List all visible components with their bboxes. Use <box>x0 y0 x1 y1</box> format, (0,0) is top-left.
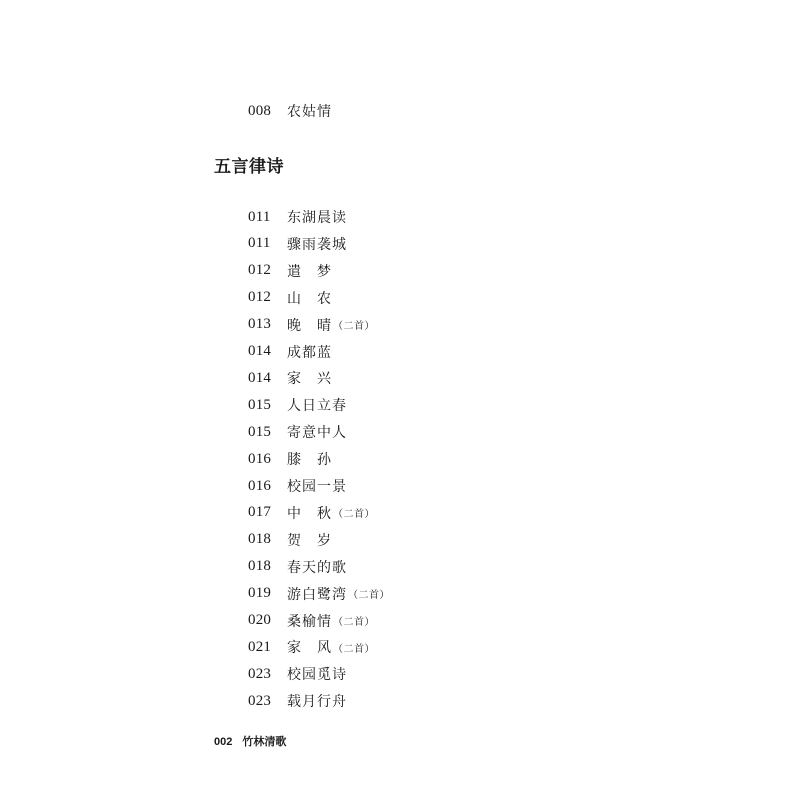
toc-entry-top <box>248 99 332 123</box>
toc-entry-number: 019 <box>248 585 272 602</box>
toc-entry-title: 游白鹭湾 <box>287 586 347 603</box>
toc-entry-number: 014 <box>248 369 272 386</box>
toc-entry-title: 中 秋 <box>287 505 332 522</box>
toc-entry <box>248 662 347 686</box>
toc-entry-number: 012 <box>248 289 272 306</box>
toc-entry-number: 016 <box>248 477 272 494</box>
toc-entry-note: （二首） <box>333 617 375 628</box>
toc-entry-title: 农姑情 <box>287 104 332 120</box>
toc-entry-title: 遣 梦 <box>287 263 332 280</box>
toc-entry-number: 008 <box>248 102 272 119</box>
toc-entry <box>248 205 347 229</box>
section-heading: 五言律诗 <box>214 157 284 177</box>
toc-entry-title: 骤雨袭城 <box>287 236 347 253</box>
toc-entry-title: 寄意中人 <box>287 425 347 442</box>
toc-entry-title: 成都蓝 <box>287 344 332 361</box>
toc-entry-number: 021 <box>248 638 272 655</box>
toc-entry-title: 东湖晨读 <box>287 210 347 226</box>
toc-entry <box>248 609 375 633</box>
toc-entry-number: 016 <box>248 450 272 467</box>
toc-entry-title: 晚 晴 <box>287 317 332 334</box>
toc-entry-number: 011 <box>248 208 271 225</box>
toc-entry <box>248 447 332 471</box>
toc-entry-number: 018 <box>248 558 272 575</box>
toc-entry-title: 校园一景 <box>287 479 347 495</box>
toc-entry-title: 桑榆情 <box>287 613 332 630</box>
toc-entry <box>248 232 347 256</box>
toc-entry <box>248 393 347 417</box>
toc-entry-number: 023 <box>248 665 272 682</box>
toc-entry-number: 014 <box>248 343 272 359</box>
toc-entry <box>248 420 347 444</box>
toc-entry-number: 020 <box>248 612 272 628</box>
toc-entry-note: （二首） <box>333 643 375 655</box>
toc-entry-number: 018 <box>248 531 272 548</box>
toc-entry-title: 家 兴 <box>287 371 332 388</box>
toc-entry <box>248 313 375 337</box>
running-title: 竹林清歌 <box>242 735 287 748</box>
toc-entry-number: 012 <box>248 262 272 279</box>
toc-entry <box>248 555 347 579</box>
toc-entry <box>248 340 332 364</box>
toc-entry <box>248 635 375 659</box>
toc-entry-number: 023 <box>248 692 272 709</box>
toc-entry-title: 春天的歌 <box>287 559 347 576</box>
toc-entry-note: （二首） <box>333 321 375 333</box>
page-number: 002 <box>214 736 233 748</box>
toc-entry-number: 013 <box>248 316 272 333</box>
toc-entry <box>248 366 332 390</box>
toc-entry-number: 015 <box>248 423 272 440</box>
toc-entry-title: 贺 岁 <box>287 532 332 549</box>
toc-entry-title: 校园觅诗 <box>287 667 347 684</box>
toc-entry-title: 山 农 <box>287 290 332 307</box>
page-footer <box>214 733 286 749</box>
toc-entry-note: （二首） <box>333 509 375 521</box>
toc-entry <box>248 582 390 606</box>
toc-entry <box>248 528 332 552</box>
toc-entry-number: 015 <box>248 396 272 413</box>
toc-entry <box>248 286 332 310</box>
toc-entry-number: 011 <box>248 235 271 252</box>
toc-entry-title: 人日立春 <box>287 398 347 415</box>
toc-entry <box>248 474 347 498</box>
toc-entry-title: 家 风 <box>287 640 332 657</box>
toc-entry-title: 膝 孙 <box>287 452 332 469</box>
toc-entry <box>248 501 375 525</box>
toc-entry-number: 017 <box>248 504 272 521</box>
toc-entry <box>248 259 332 283</box>
toc-entry <box>248 689 347 713</box>
toc-entry-note: （二首） <box>348 590 390 602</box>
toc-entry-title: 载月行舟 <box>287 694 347 711</box>
